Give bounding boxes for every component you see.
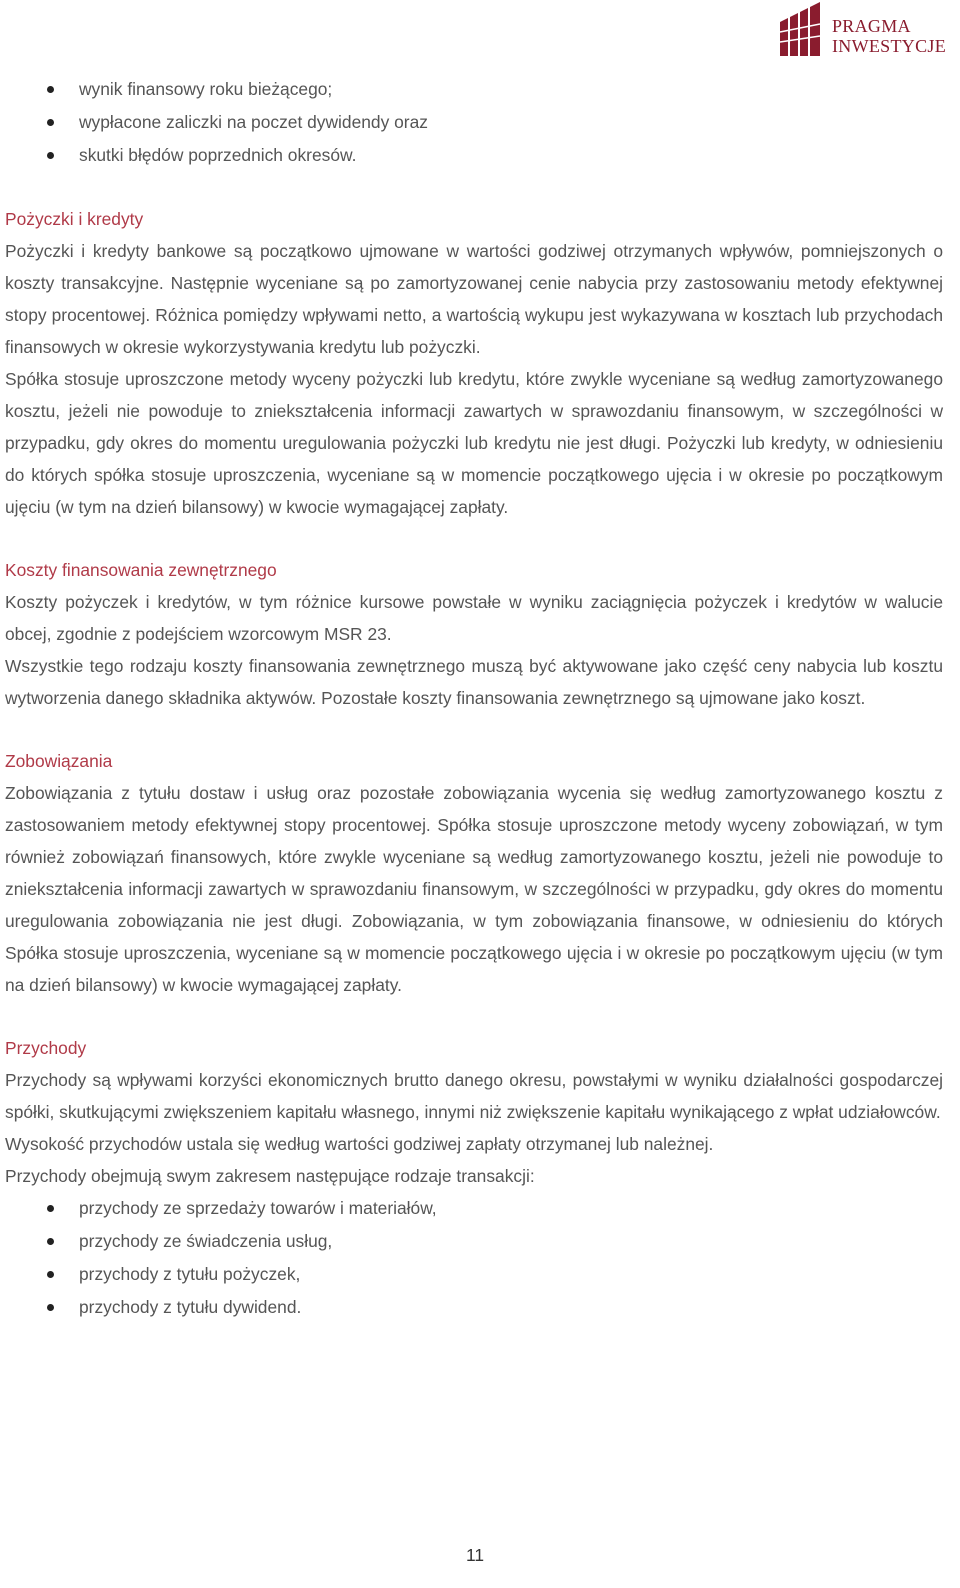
bullet-icon — [47, 152, 54, 159]
list-item — [5, 139, 943, 172]
list-item — [5, 1291, 943, 1324]
paragraph: Zobowiązania z tytułu dostaw i usług oraz pozostałe zobowiązania wycenia się według zamortyzowanego kosztu z zastosowaniem metody efektywnej stopy procentowej. Spółka stosuje uproszczone metody wyceny zobowiązań, w tym również zobowiązań finansowych, które zwykle wyceniane są według zamortyzowanego kosztu, jeżeli nie powoduje to zniekształcenia informacji zawartych w sprawozdaniu finansowym, w szczególności w przypadku, gdy okres do momentu uregulowania zobowiązania nie jest długi. Zobowiązania, w tym zobowiązania finansowe, w odniesieniu do których Spółka stosuje uproszczenia, wyceniane są w momencie początkowego ujęcia i w okresie po początkowym ujęciu (w tym na dzień bilansowy) w kwocie wymagającej zapłaty. — [5, 783, 943, 995]
equity-components-list — [5, 73, 943, 172]
brand-line-1: PRAGMA — [832, 16, 911, 36]
bullet-icon — [47, 1205, 54, 1212]
paragraph: Spółka stosuje uproszczone metody wyceny pożyczki lub kredytu, które zwykle wyceniane są według zamortyzowanego kosztu, jeżeli nie powoduje to zniekształcenia informacji zawartych w sprawozdaniu finansowym, w szczególności w przypadku, gdy okres do momentu uregulowania pożyczki lub kredytu nie jest długi. Pożyczki lub kredyty, w odniesieniu do których spółka stosuje uproszczenia, wyceniane są w momencie początkowego ujęcia i w okresie po początkowym ujęciu (w tym na dzień bilansowy) w kwocie wymagającej zapłaty. — [5, 369, 943, 517]
list-item — [5, 1225, 943, 1258]
list-item-text: skutki błędów poprzednich okresów. — [79, 145, 357, 165]
document-body — [5, 73, 943, 1324]
brand-name — [832, 16, 946, 56]
list-item-text: wypłacone zaliczki na poczet dywidendy oraz — [79, 112, 428, 132]
section-heading: Przychody — [5, 1038, 87, 1058]
section-external-financing — [5, 554, 943, 714]
list-item — [5, 73, 943, 106]
paragraph: Przychody obejmują swym zakresem następujące rodzaje transakcji: — [5, 1166, 535, 1186]
section-heading: Pożyczki i kredyty — [5, 209, 144, 229]
list-item-text: przychody z tytułu dywidend. — [79, 1297, 302, 1317]
section-heading: Koszty finansowania zewnętrznego — [5, 560, 277, 580]
paragraph: Wszystkie tego rodzaju koszty finansowania zewnętrznego muszą być aktywowane jako część ceny nabycia lub kosztu wytworzenia danego składnika aktywów. Pozostałe koszty finansowania zewnętrznego są ujmowane jako koszt. — [5, 656, 943, 708]
list-item-text: przychody ze świadczenia usług, — [79, 1231, 333, 1251]
section-heading: Zobowiązania — [5, 751, 113, 771]
list-item — [5, 1192, 943, 1225]
building-icon — [778, 2, 830, 58]
bullet-icon — [47, 86, 54, 93]
paragraph: Przychody są wpływami korzyści ekonomicznych brutto danego okresu, powstałymi w wyniku działalności gospodarczej spółki, skutkującymi zwiększeniem kapitału własnego, innymi niż zwiększenie kapitału wynikającego z wpłat udziałowców. — [5, 1070, 943, 1122]
section-loans — [5, 203, 943, 523]
section-revenue — [5, 1032, 943, 1324]
page-number: 11 — [465, 1545, 485, 1565]
paragraph: Pożyczki i kredyty bankowe są początkowo ujmowane w wartości godziwej otrzymanych wpływów, pomniejszonych o koszty transakcyjne. Następnie wyceniane są po zamortyzowanej cenie nabycia przy zastosowaniu metody efektywnej stopy procentowej. Różnica pomiędzy wpływami netto, a wartością wykupu jest wykazywana w kosztach lub przychodach finansowych w okresie wykorzystywania kredytu lub pożyczki. — [5, 241, 943, 357]
list-item-text: wynik finansowy roku bieżącego; — [79, 79, 333, 99]
bullet-icon — [47, 1238, 54, 1245]
brand-line-2: INWESTYCJE — [832, 36, 946, 56]
revenue-types-list — [5, 1192, 943, 1324]
bullet-icon — [47, 1304, 54, 1311]
list-item-text: przychody ze sprzedaży towarów i materiałów, — [79, 1198, 437, 1218]
paragraph: Wysokość przychodów ustala się według wartości godziwej zapłaty otrzymanej lub należnej. — [5, 1134, 714, 1154]
list-item — [5, 106, 943, 139]
company-logo — [778, 2, 948, 60]
bullet-icon — [47, 1271, 54, 1278]
list-item — [5, 1258, 943, 1291]
paragraph: Koszty pożyczek i kredytów, w tym różnice kursowe powstałe w wyniku zaciągnięcia pożyczek i kredytów w walucie obcej, zgodnie z podejściem wzorcowym MSR 23. — [5, 592, 943, 644]
list-item-text: przychody z tytułu pożyczek, — [79, 1264, 301, 1284]
section-liabilities — [5, 745, 943, 1001]
bullet-icon — [47, 119, 54, 126]
